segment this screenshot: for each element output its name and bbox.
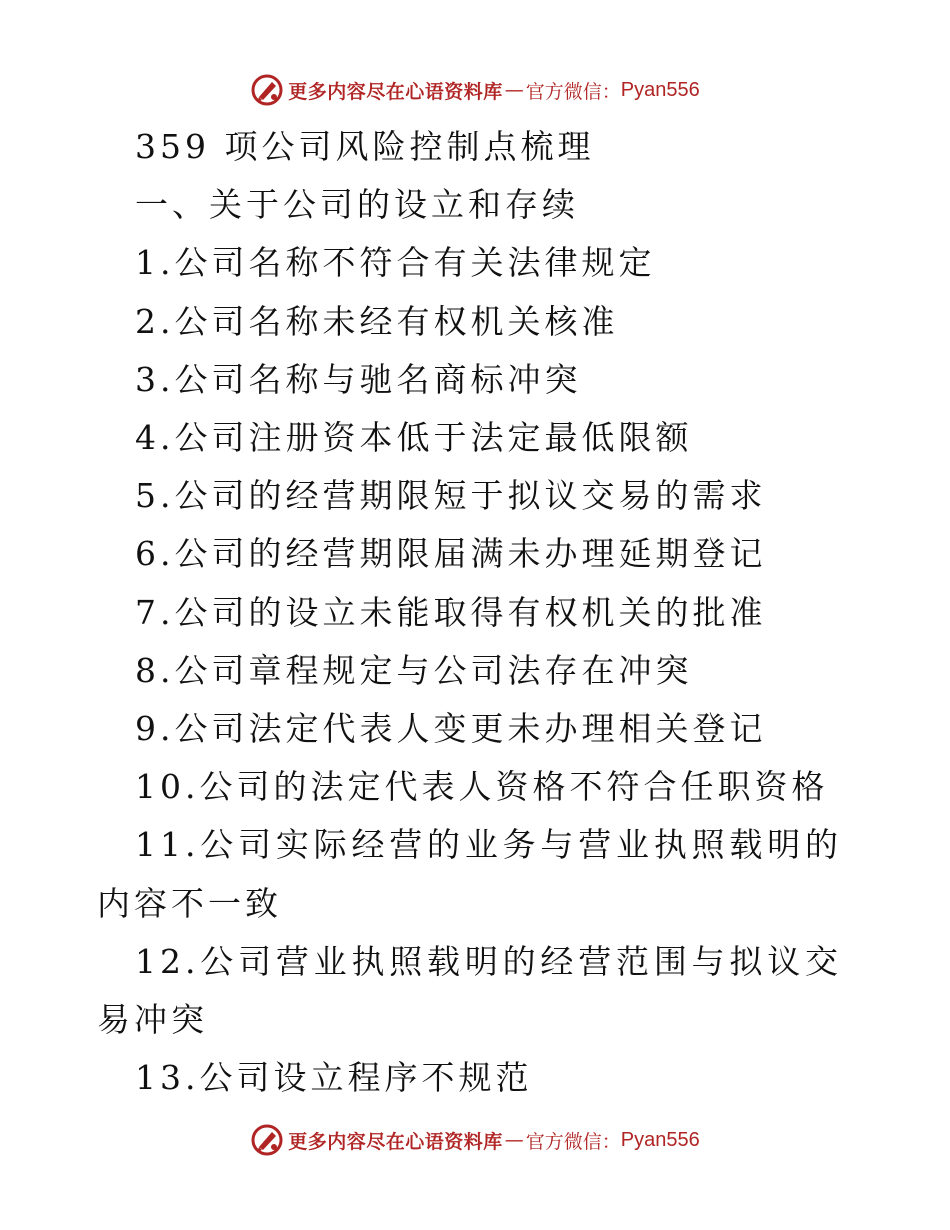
- list-item: 6.公司的经营期限届满未办理延期登记: [135, 534, 767, 574]
- banner-brand-text: 更多内容尽在心语资料库: [288, 1130, 503, 1153]
- banner-separator: —: [504, 79, 524, 101]
- section-heading: 一、关于公司的设立和存续: [135, 185, 579, 225]
- list-item: 7.公司的设立未能取得有权机关的批准: [135, 592, 767, 632]
- document-body: [97, 118, 842, 1107]
- list-item: 11.公司实际经营的业务与营业执照载明的内容不一致: [97, 825, 842, 923]
- banner-separator: —: [504, 1129, 524, 1151]
- list-item: 10.公司的法定代表人资格不符合任职资格: [135, 767, 829, 807]
- footer-banner: [0, 1120, 950, 1160]
- list-item: 4.公司注册资本低于法定最低限额: [135, 418, 693, 458]
- list-item: 2.公司名称未经有权机关核准: [135, 301, 619, 341]
- banner-brand-text: 更多内容尽在心语资料库: [288, 80, 503, 103]
- banner-wechat-id: Pyan556: [620, 78, 700, 101]
- list-item: 5.公司的经营期限短于拟议交易的需求: [135, 476, 767, 516]
- brand-logo-icon: [250, 73, 284, 107]
- list-item: 9.公司法定代表人变更未办理相关登记: [135, 709, 767, 749]
- list-item: 8.公司章程规定与公司法存在冲突: [135, 650, 693, 690]
- document-title: 359 项公司风险控制点梳理: [135, 127, 595, 166]
- header-banner: [0, 70, 950, 110]
- list-item: 3.公司名称与驰名商标冲突: [135, 359, 582, 399]
- banner-wechat-label: 官方微信：: [525, 80, 621, 103]
- banner-wechat-label: 官方微信：: [525, 1130, 621, 1153]
- list-item: 1.公司名称不符合有关法律规定: [135, 243, 656, 283]
- brand-logo-icon: [250, 1123, 284, 1157]
- list-item: 13.公司设立程序不规范: [135, 1058, 533, 1098]
- banner-wechat-id: Pyan556: [620, 1128, 700, 1151]
- list-item: 12.公司营业执照载明的经营范围与拟议交易冲突: [97, 941, 842, 1040]
